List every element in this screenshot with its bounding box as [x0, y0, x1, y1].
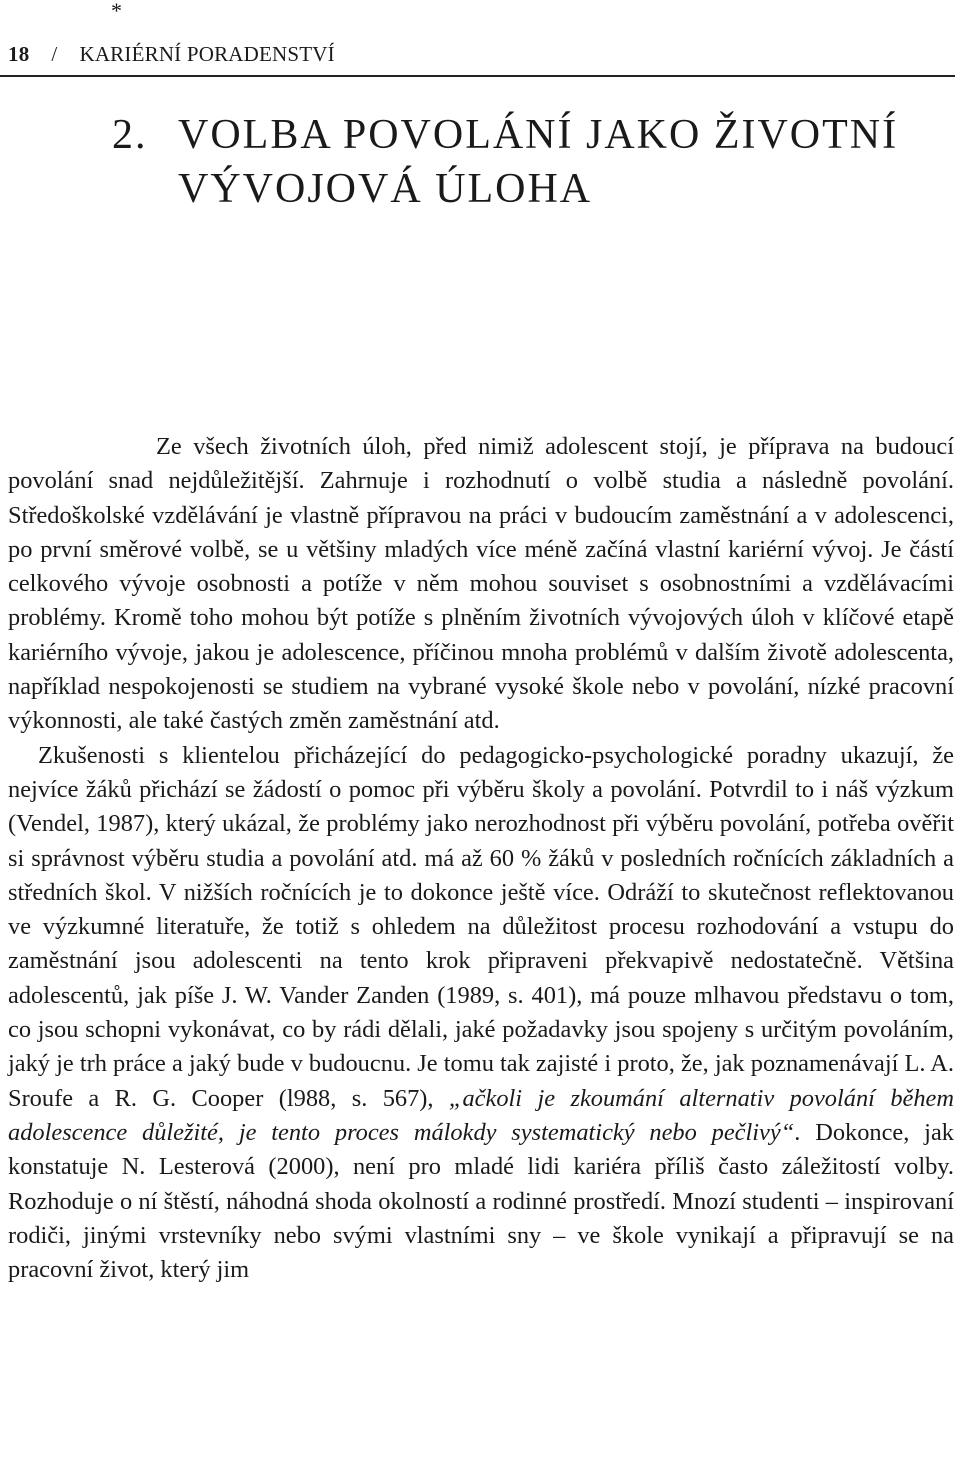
asterisk-mark: * — [111, 0, 122, 23]
paragraph-2-text: Zkušenosti s klientelou přicházející do pedagogicko-psychologické poradny ukazují, že nejvíce žáků přichází se žádostí o pomoc při výběru školy a povolání. Potvrdil to i náš výzkum (Vendel, 1987), který ukázal, že problémy jako nerozhodnost při výběru povolání, potřeba ověřit si správnost výběru studia a povolání atd. má až 60 % žáků v posledních ročnících základních a středních škol. V nižších ročnících je to dokonce ještě více. Odráží to skutečnost reflektovanou ve výzkumné literatuře, že totiž s ohledem na důležitost procesu rozhodování a vstupu do zaměstnání jsou adolescenti na tento krok připraveni překvapivě nedostatečně. Většina adolescentů, jak píše J. W. Vander Zanden (1989, s. 401), má pouze mlhavou představu o tom, co jsou schopni vykonávat, co by rádi dělali, jaké požadavky jsou spojeny s určitým povoláním, jaký je trh práce a jaký bude v budoucnu. Je tomu tak zajisté i proto, že, jak poznamenávají L. A. Sroufe a R. G. Cooper (l988, s. 567), — [8, 741, 954, 1112]
body-text — [8, 430, 954, 1287]
chapter-title-line1: VOLBA POVOLÁNÍ JAKO ŽIVOTNÍ — [178, 112, 899, 158]
paragraph-2 — [8, 739, 954, 1288]
chapter-title — [112, 108, 898, 216]
page-number: 18 — [8, 42, 30, 66]
paragraph-1: Ze všech životních úloh, před nimiž adolescent stojí, je příprava na budoucí povolání snad nejdůležitější. Zahrnuje i rozhodnutí o volbě studia a následně povolání. Středoškolské vzdělávání je vlastně přípravou na práci v budoucím zaměstnání a v adolescenci, po první směrové volbě, se u většiny mladých více méně začíná vlastní kariérní vývoj. Je částí celkového vývoje osobnosti a potíže v něm mohou souviset s osobnostními a vzdělávacími problémy. Kromě toho mohou být potíže s plněním životních vývojových úloh v klíčové etapě kariérního vývoje, jakou je adolescence, příčinou mnoha problémů v dalším životě adolescenta, například nespokojenosti se studiem na vybrané vysoké škole nebo v povolání, nízké pracovní výkonnosti, ale také častých změn zaměstnání atd. — [8, 433, 954, 735]
quotation: „ačkoli je zkoumání alternativ povolání během adolescence důležité, je tento proces málokdy systematický nebo pečlivý“ — [8, 1084, 954, 1146]
paragraph-2-continuation: . Dokonce, jak konstatuje N. Lesterová (2000), není pro mladé lidi kariéra příliš často záležitostí volby. Rozhoduje o ní štěstí, náhodná shoda okolností a rodinné prostředí. Mnozí studenti – inspirovaní rodiči, jinými vrstevníky nebo svými vlastními sny – ve škole vynikají a připravují se na pracovní život, který jim — [8, 1118, 954, 1284]
header-rule — [0, 75, 955, 77]
header-separator: / — [51, 42, 58, 66]
chapter-title-line2: VÝVOJOVÁ ÚLOHA — [178, 166, 593, 212]
running-title: KARIÉRNÍ PORADENSTVÍ — [79, 42, 335, 66]
running-header — [8, 40, 335, 68]
chapter-number: 2. — [112, 112, 148, 158]
